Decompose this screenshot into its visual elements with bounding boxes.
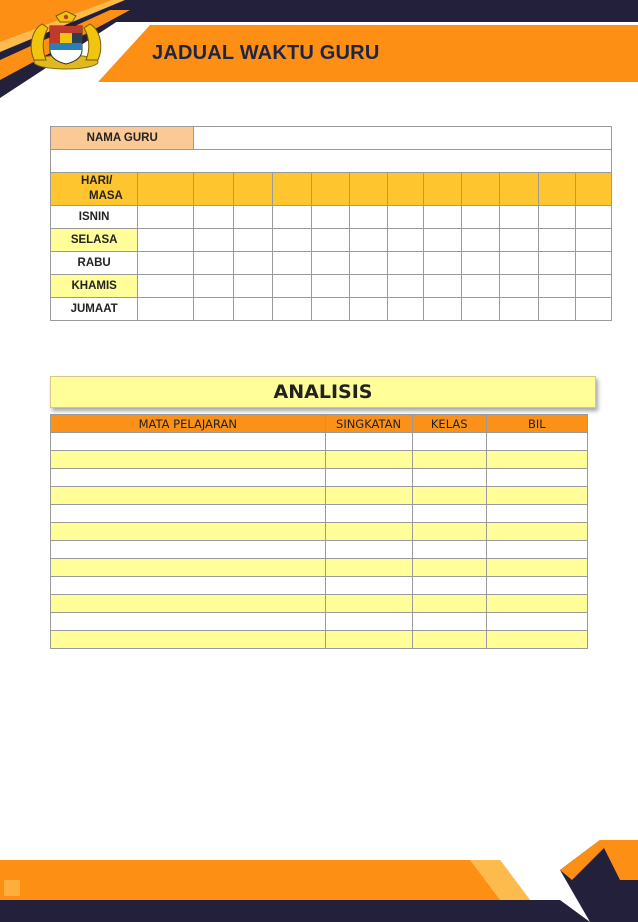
blank-cell [51, 150, 612, 173]
day-row-rabu [51, 252, 612, 275]
analisis-cell[interactable] [325, 523, 412, 541]
analisis-cell[interactable] [51, 505, 326, 523]
analisis-cell[interactable] [486, 487, 587, 505]
day-label: RABU [51, 252, 138, 275]
slot-cell[interactable] [388, 252, 424, 275]
analisis-row [51, 451, 588, 469]
slot-header [138, 173, 194, 206]
analisis-cell[interactable] [486, 451, 587, 469]
slot-cell[interactable] [194, 229, 233, 252]
analisis-cell[interactable] [412, 631, 486, 649]
analisis-cell[interactable] [486, 595, 587, 613]
slot-header [388, 173, 424, 206]
analisis-row [51, 505, 588, 523]
name-field[interactable] [194, 127, 612, 150]
analisis-cell[interactable] [486, 523, 587, 541]
slot-cell[interactable] [424, 252, 462, 275]
slot-cell[interactable] [575, 298, 611, 321]
analisis-cell[interactable] [486, 433, 587, 451]
slot-cell[interactable] [194, 206, 233, 229]
analisis-cell[interactable] [412, 451, 486, 469]
slot-cell[interactable] [311, 275, 349, 298]
analisis-row [51, 559, 588, 577]
slot-cell[interactable] [272, 275, 311, 298]
analisis-cell[interactable] [412, 487, 486, 505]
analisis-cell[interactable] [51, 433, 326, 451]
slot-header [233, 173, 272, 206]
analisis-cell[interactable] [486, 559, 587, 577]
slot-cell[interactable] [500, 275, 538, 298]
slot-cell[interactable] [272, 252, 311, 275]
col-header-singkatan: SINGKATAN [325, 415, 412, 433]
analisis-cell[interactable] [51, 523, 326, 541]
analisis-cell[interactable] [412, 523, 486, 541]
col-header-bil: BIL [486, 415, 587, 433]
slot-cell[interactable] [575, 252, 611, 275]
analisis-cell[interactable] [325, 487, 412, 505]
analisis-cell[interactable] [51, 559, 326, 577]
slot-cell[interactable] [349, 298, 387, 321]
analisis-row [51, 433, 588, 451]
hari-label: HARI/ [81, 175, 113, 187]
slot-header [538, 173, 575, 206]
slot-cell[interactable] [138, 206, 194, 229]
analisis-cell[interactable] [412, 613, 486, 631]
slot-cell[interactable] [388, 275, 424, 298]
analisis-cell[interactable] [325, 595, 412, 613]
slot-cell[interactable] [575, 229, 611, 252]
analisis-row [51, 523, 588, 541]
analisis-row [51, 487, 588, 505]
slot-cell[interactable] [349, 252, 387, 275]
analisis-cell[interactable] [51, 631, 326, 649]
blank-row [51, 150, 612, 173]
analisis-row [51, 577, 588, 595]
analisis-cell[interactable] [51, 451, 326, 469]
slot-cell[interactable] [424, 229, 462, 252]
page-title: JADUAL WAKTU GURU [152, 42, 380, 64]
slot-header [349, 173, 387, 206]
slot-cell[interactable] [538, 229, 575, 252]
analisis-cell[interactable] [412, 433, 486, 451]
slot-header [194, 173, 233, 206]
analisis-title: ANALISIS [50, 376, 596, 408]
hari-masa-label [51, 173, 138, 206]
analisis-cell[interactable] [486, 505, 587, 523]
day-row-selasa [51, 229, 612, 252]
slot-cell[interactable] [538, 275, 575, 298]
analisis-cell[interactable] [325, 631, 412, 649]
slot-cell[interactable] [138, 252, 194, 275]
day-row-isnin [51, 206, 612, 229]
day-label: SELASA [51, 229, 138, 252]
slot-cell[interactable] [388, 206, 424, 229]
slot-cell[interactable] [311, 252, 349, 275]
analisis-cell[interactable] [51, 541, 326, 559]
footer-banner [0, 840, 638, 922]
slot-cell[interactable] [500, 298, 538, 321]
analisis-table [50, 414, 588, 649]
masa-label: MASA [89, 190, 123, 202]
timetable [50, 126, 612, 321]
slot-cell[interactable] [311, 229, 349, 252]
slot-cell[interactable] [349, 275, 387, 298]
analisis-cell[interactable] [412, 559, 486, 577]
slot-cell[interactable] [538, 206, 575, 229]
analisis-cell[interactable] [51, 613, 326, 631]
name-label: NAMA GURU [51, 127, 194, 150]
slot-cell[interactable] [233, 275, 272, 298]
slot-header [424, 173, 462, 206]
analisis-cell[interactable] [51, 577, 326, 595]
slot-cell[interactable] [575, 206, 611, 229]
slot-cell[interactable] [194, 298, 233, 321]
coat-of-arms-icon [26, 10, 106, 72]
slot-cell[interactable] [538, 298, 575, 321]
slot-cell[interactable] [462, 229, 500, 252]
slot-cell[interactable] [462, 298, 500, 321]
slot-cell[interactable] [500, 206, 538, 229]
slot-cell[interactable] [272, 206, 311, 229]
slot-cell[interactable] [138, 298, 194, 321]
analisis-cell[interactable] [325, 433, 412, 451]
slot-cell[interactable] [388, 229, 424, 252]
analisis-body [51, 433, 588, 649]
analisis-cell[interactable] [486, 469, 587, 487]
slot-cell[interactable] [138, 275, 194, 298]
analisis-cell[interactable] [325, 613, 412, 631]
analisis-cell[interactable] [325, 541, 412, 559]
slot-cell[interactable] [424, 298, 462, 321]
slot-cell[interactable] [424, 275, 462, 298]
analisis-cell[interactable] [325, 559, 412, 577]
analisis-cell[interactable] [486, 541, 587, 559]
analisis-header-row [51, 415, 588, 433]
day-label: KHAMIS [51, 275, 138, 298]
slot-cell[interactable] [194, 275, 233, 298]
analisis-cell[interactable] [325, 577, 412, 595]
analisis-cell[interactable] [412, 577, 486, 595]
slot-cell[interactable] [349, 229, 387, 252]
slot-cell[interactable] [311, 298, 349, 321]
analisis-cell[interactable] [412, 541, 486, 559]
analisis-cell[interactable] [486, 631, 587, 649]
analisis-cell[interactable] [51, 487, 326, 505]
analisis-row [51, 541, 588, 559]
slot-cell[interactable] [233, 298, 272, 321]
analisis-cell[interactable] [325, 451, 412, 469]
analisis-row [51, 613, 588, 631]
slot-header [462, 173, 500, 206]
slot-cell[interactable] [500, 229, 538, 252]
slot-cell[interactable] [233, 252, 272, 275]
day-label: ISNIN [51, 206, 138, 229]
slot-cell[interactable] [138, 229, 194, 252]
slot-cell[interactable] [233, 229, 272, 252]
slot-header [575, 173, 611, 206]
slot-cell[interactable] [388, 298, 424, 321]
col-header-mata-pelajaran: MATA PELAJARAN [51, 415, 326, 433]
slot-cell[interactable] [272, 229, 311, 252]
analisis-cell[interactable] [486, 613, 587, 631]
timetable-header-row [51, 173, 612, 206]
slot-cell[interactable] [194, 252, 233, 275]
analisis-cell[interactable] [51, 469, 326, 487]
day-label: JUMAAT [51, 298, 138, 321]
day-row-khamis [51, 275, 612, 298]
slot-cell[interactable] [424, 206, 462, 229]
slot-cell[interactable] [462, 206, 500, 229]
slot-cell[interactable] [233, 206, 272, 229]
analisis-cell[interactable] [325, 469, 412, 487]
day-row-jumaat [51, 298, 612, 321]
analisis-row [51, 595, 588, 613]
analisis-cell[interactable] [412, 595, 486, 613]
analisis-cell[interactable] [486, 577, 587, 595]
analisis-cell[interactable] [412, 505, 486, 523]
slot-cell[interactable] [462, 252, 500, 275]
slot-header [272, 173, 311, 206]
analisis-row [51, 631, 588, 649]
slot-header [500, 173, 538, 206]
col-header-kelas: KELAS [412, 415, 486, 433]
slot-cell[interactable] [538, 252, 575, 275]
slot-header [311, 173, 349, 206]
slot-cell[interactable] [500, 252, 538, 275]
slot-cell[interactable] [349, 206, 387, 229]
analisis-cell[interactable] [325, 505, 412, 523]
analisis-cell[interactable] [412, 469, 486, 487]
slot-cell[interactable] [462, 275, 500, 298]
slot-cell[interactable] [575, 275, 611, 298]
slot-cell[interactable] [311, 206, 349, 229]
analisis-row [51, 469, 588, 487]
name-row [51, 127, 612, 150]
analisis-cell[interactable] [51, 595, 326, 613]
slot-cell[interactable] [272, 298, 311, 321]
